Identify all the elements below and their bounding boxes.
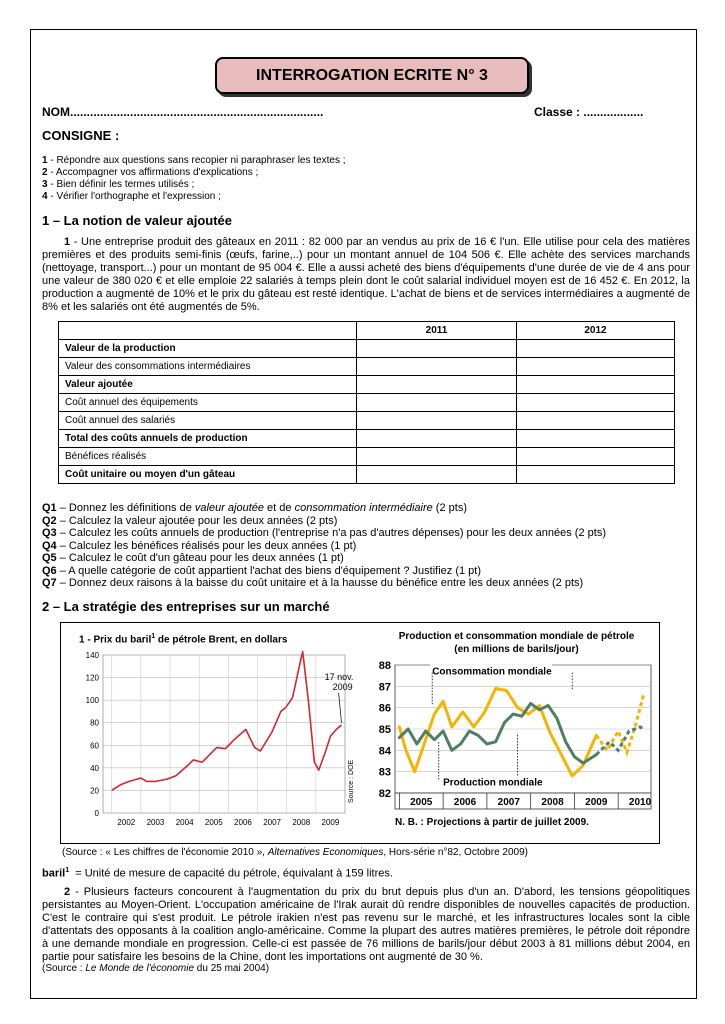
section1-heading: 1 – La notion de valeur ajoutée	[42, 213, 232, 228]
answer-cell[interactable]	[517, 358, 675, 376]
brent-price-chart	[67, 649, 357, 839]
y-tick-label: 88	[378, 660, 391, 672]
x-tick-label: 2009	[585, 797, 608, 808]
consigne-item: 3 - Bien définir les termes utilisés ;	[42, 179, 195, 190]
table-header-cell: 2011	[357, 322, 517, 340]
page-title: INTERROGATION ECRITE N° 3	[215, 57, 529, 94]
y-tick-label: 80	[90, 718, 99, 728]
row-label: Bénéfices réalisés	[59, 448, 357, 466]
row-label: Coût annuel des équipements	[59, 394, 357, 412]
y-tick-label: 20	[90, 786, 99, 796]
y-tick-label: 60	[90, 741, 99, 751]
figure-box	[60, 622, 660, 844]
annotation-label: 2009	[332, 681, 353, 692]
chart2-subtitle: (en millions de barils/jour)	[454, 644, 579, 655]
y-tick-label: 84	[378, 745, 391, 758]
question-item: Q5 – Calculez le coût d'un gâteau pour les deux années (1 pt)	[42, 552, 344, 564]
plot-area	[103, 655, 345, 813]
x-axis-band	[395, 793, 651, 809]
oil-production-consumption-chart	[361, 659, 657, 841]
legend-production-label: Production mondiale	[443, 777, 543, 789]
section1-paragraph: 1 - Une entreprise produit des gâteaux en 2011 : 82 000 par an vendus au prix de 16 € l'un. Elle utilise pour cela des matières premières et des produits semi-finis (œufs, farine,..) pour un montant annuel de 104 506 €. Elle achète des services marchands (nettoyage, transport...) pour un montant de 95 004 €. Elle a aussi acheté des biens d'équipements d'une durée de vie de 4 ans pour une valeur de 380 020 € et elle emploie 22 salariés à temps plein dont le coût salarial individuel moyen est de 16 452 €. En 2012, la production a augmenté de 10% et le prix du gâteau est resté identique. L'achat de biens et de services intermédiaires a augmenté de 8% et les salariés ont été augmentés de 5%.	[42, 236, 690, 313]
answer-cell[interactable]	[517, 394, 675, 412]
legend-consumption-label: Consommation mondiale	[432, 666, 552, 678]
section2-paragraph: 2 - Plusieurs facteurs concourent à l'augmentation du prix du brut depuis plus d'un an. D'abord, les tensions géopolitiques persistantes au Moyen-Orient. L'occupation américaine de l'Irak aurait dû rendre disponibles de nouvelles capacités de production. C'est le contraire qui s'est produit. Le pétrole irakien n'est pas revenu sur le marché, et les infrastructures locales sont la cible d'attentats des opposants à la coalition anglo-américaine. Comme la plupart des autres matières premières, le pétrole doit répondre à une demande mondiale en progression. Celle-ci est passée de 76 millions de barils/jour début 2003 à 81 millions début 2004, en partie pour satisfaire les besoins de la Chine, dont les importations ont augmenté de 30 %.	[42, 886, 690, 963]
chart2-title: Production et consommation mondiale de pétrole	[398, 631, 635, 642]
y-tick-label: 82	[378, 788, 391, 800]
answer-cell[interactable]	[517, 340, 675, 358]
results-table	[58, 321, 675, 484]
y-tick-label: 140	[85, 651, 99, 660]
row-label: Coût annuel des salariés	[59, 412, 357, 430]
source-label: Source : DOE	[348, 759, 355, 803]
answer-cell[interactable]	[357, 376, 517, 394]
answer-cell[interactable]	[517, 466, 675, 484]
answer-cell[interactable]	[357, 430, 517, 448]
answer-cell[interactable]	[517, 448, 675, 466]
x-tick-label: 2002	[117, 818, 136, 827]
text-source: (Source : Le Monde de l'économie du 25 mai 2004)	[42, 963, 270, 974]
answer-cell[interactable]	[357, 358, 517, 376]
x-tick-label: 2008	[541, 797, 564, 808]
y-tick-label: 40	[90, 763, 99, 773]
table-row	[59, 358, 675, 376]
x-tick-label: 2004	[175, 818, 194, 827]
table-header-cell	[59, 322, 357, 340]
nom-field: NOM............................................................................	[42, 105, 324, 119]
table-row	[59, 412, 675, 430]
x-tick-label: 2009	[321, 818, 340, 827]
questions-list	[42, 502, 692, 590]
y-tick-label: 87	[378, 681, 391, 694]
answer-cell[interactable]	[357, 394, 517, 412]
question-item: Q6 – A quelle catégorie de coût appartient l'achat des biens d'équipement ? Justifiez (1 pt)	[42, 564, 481, 577]
table-header-row	[59, 322, 675, 340]
question-item: Q3 – Calculez les coûts annuels de production (l'entreprise n'a pas d'autres dépenses) pour les deux années (2 pts)	[42, 527, 606, 539]
row-label: Coût unitaire ou moyen d'un gâteau	[59, 466, 357, 484]
figure-source: (Source : « Les chiffres de l'économie 2010 », Alternatives Economiques, Hors-série n°82, Octobre 2009)	[62, 847, 528, 858]
question-item: Q7 – Donnez deux raisons à la baisse du coût unitaire et à la hausse du bénéfice entre les deux années (2 pts)	[42, 577, 584, 589]
consigne-item: 1 - Répondre aux questions sans recopier ni paraphraser les textes ;	[42, 155, 346, 166]
table-header-cell: 2012	[517, 322, 675, 340]
answer-cell[interactable]	[517, 430, 675, 448]
x-tick-label: 2005	[410, 797, 433, 808]
x-tick-label: 2006	[234, 818, 252, 827]
y-tick-label: 0	[94, 809, 99, 818]
table-row	[59, 340, 675, 358]
projection-note: N. B. : Projections à partir de juillet 2009.	[395, 817, 589, 828]
row-label: Valeur ajoutée	[59, 376, 357, 394]
question-item: Q4 – Calculez les bénéfices réalisés pour les deux années (1 pt)	[42, 539, 357, 552]
y-tick-label: 100	[85, 696, 99, 706]
x-tick-label: 2006	[453, 797, 477, 808]
row-label: Total des coûts annuels de production	[59, 430, 357, 448]
y-tick-label: 83	[378, 766, 391, 779]
answer-cell[interactable]	[357, 466, 517, 484]
y-tick-label: 120	[85, 673, 99, 683]
answer-cell[interactable]	[517, 376, 675, 394]
row-label: Valeur des consommations intermédiaires	[59, 358, 357, 376]
x-tick-label: 2007	[497, 797, 520, 808]
x-tick-label: 2010	[628, 797, 652, 808]
answer-cell[interactable]	[357, 340, 517, 358]
chart1-title: 1 - Prix du baril$^1$ de pétrole Brent, en dollars	[79, 633, 288, 646]
classe-field: Classe : ..................	[534, 105, 644, 119]
consigne-item: 4 - Vérifier l'orthographe et l'expression ;	[42, 191, 221, 202]
x-tick-label: 2008	[292, 818, 311, 827]
question-item: Q2 – Calculez la valeur ajoutée pour les deux années (2 pts)	[42, 514, 338, 527]
consigne-list	[42, 155, 642, 203]
answer-cell[interactable]	[357, 448, 517, 466]
x-tick-label: 2007	[263, 818, 282, 827]
section2-heading: 2 – La stratégie des entreprises sur un marché	[42, 599, 330, 614]
row-label: Valeur de la production	[59, 340, 357, 358]
table-row	[59, 376, 675, 394]
annotation-label: 17 nov.	[324, 671, 354, 682]
x-tick-label: 2003	[146, 818, 165, 827]
baril-definition: baril$^1$ = Unité de mesure de capacité du pétrole, équivalant à 159 litres.	[42, 867, 393, 880]
table-row	[59, 430, 675, 448]
answer-cell[interactable]	[357, 412, 517, 430]
table-row	[59, 466, 675, 484]
y-tick-label: 85	[378, 724, 391, 736]
y-tick-label: 86	[378, 702, 391, 715]
x-tick-label: 2005	[204, 818, 223, 827]
question-item: Q1 – Donnez les définitions de valeur ajoutée et de consommation intermédiaire (2 pts)	[42, 502, 467, 514]
answer-cell[interactable]	[517, 412, 675, 430]
table-row	[59, 448, 675, 466]
table-row	[59, 394, 675, 412]
consigne-item: 2 - Accompagner vos affirmations d'explications ;	[42, 167, 259, 178]
consigne-title: CONSIGNE :	[42, 128, 120, 143]
